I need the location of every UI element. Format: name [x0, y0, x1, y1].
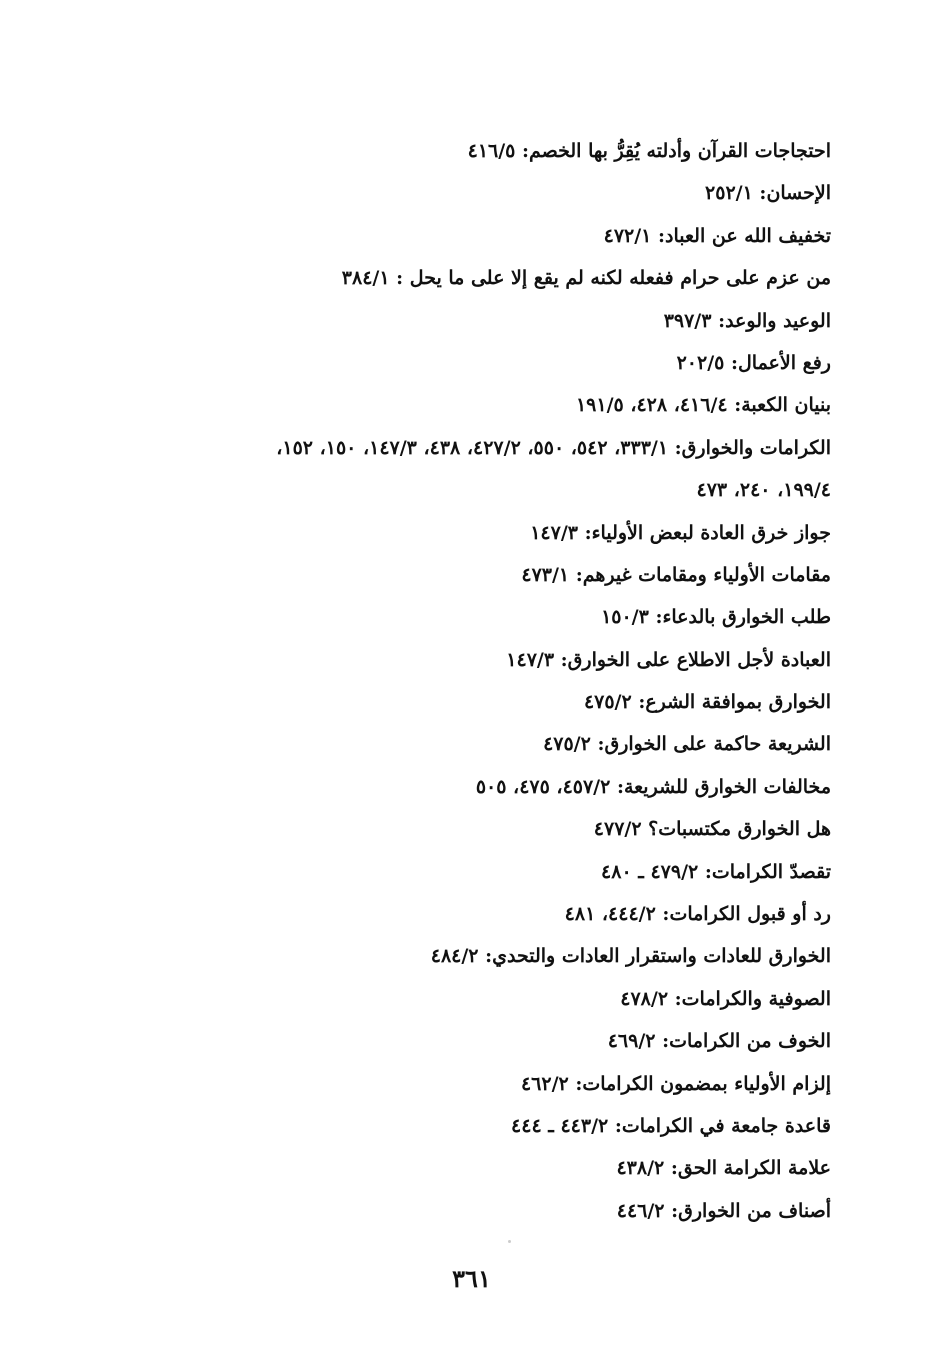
- index-entry: العبادة لأجل الاطلاع على الخوارق: ١٤٧/٣: [506, 648, 831, 671]
- index-entry: الوعيد والوعد: ٣٩٧/٣: [663, 309, 831, 332]
- index-entry: تخفيف الله عن العباد: ٤٧٢/١: [603, 224, 831, 247]
- subject-index-list: [131, 130, 831, 1232]
- index-entry: الخوارق للعادات واستقرار العادات والتحدي: ٤٨٤/٢: [430, 945, 831, 968]
- index-entry: الإحسان: ٢٥٢/١: [705, 182, 831, 205]
- index-entry: الخوارق بموافقة الشرع: ٤٧٥/٢: [583, 691, 831, 714]
- index-entry: مقامات الأولياء ومقامات غيرهم: ٤٧٣/١: [521, 563, 831, 586]
- page-number: ٣٦١: [452, 1264, 491, 1293]
- index-entry: الكرامات والخوارق: ٣٣٣/١، ٥٤٢، ٥٥٠، ٤٢٧/٢، ٤٣٨، ١٤٧/٣، ١٥٠، ١٥٢،: [276, 436, 831, 459]
- index-entry: أصناف من الخوارق: ٤٤٦/٢: [616, 1199, 831, 1222]
- index-entry: مخالفات الخوارق للشريعة: ٤٥٧/٢، ٤٧٥، ٥٠٥: [475, 775, 831, 798]
- index-entry: الصوفية والكرامات: ٤٧٨/٢: [620, 987, 831, 1010]
- index-entry: رفع الأعمال: ٢٠٢/٥: [676, 351, 831, 374]
- index-entry-continuation: ١٩٩/٤، ٢٤٠، ٤٧٣: [696, 479, 831, 502]
- index-entry: بنيان الكعبة: ٤١٦/٤، ٤٢٨، ١٩١/٥: [575, 394, 831, 417]
- index-entry: هل الخوارق مكتسبات؟ ٤٧٧/٢: [593, 818, 831, 841]
- index-entry: طلب الخوارق بالدعاء: ١٥٠/٣: [601, 606, 831, 629]
- index-entry: جواز خرق العادة لبعض الأولياء: ١٤٧/٣: [530, 521, 831, 544]
- index-entry: تقصدّ الكرامات: ٤٧٩/٢ ـ ٤٨٠: [601, 860, 831, 883]
- index-entry: إلزام الأولياء بمضمون الكرامات: ٤٦٢/٢: [520, 1072, 831, 1095]
- index-entry: علامة الكرامة الحق: ٤٣٨/٢: [616, 1157, 831, 1180]
- index-entry: من عزم على حرام ففعله لكنه لم يقع إلا على ما يحل : ٣٨٤/١: [341, 267, 831, 290]
- index-entry: الخوف من الكرامات: ٤٦٩/٢: [607, 1030, 831, 1053]
- index-entry: رد أو قبول الكرامات: ٤٤٤/٢، ٤٨١: [564, 903, 831, 926]
- index-entry: الشريعة حاكمة على الخوارق: ٤٧٥/٢: [543, 733, 831, 756]
- index-entry: احتجاجات القرآن وأدلته يُقِرُّ بها الخصم: ٤١٦/٥: [467, 140, 831, 162]
- index-entry: قاعدة جامعة في الكرامات: ٤٤٣/٢ ـ ٤٤٤: [511, 1114, 831, 1137]
- scan-speck: [508, 1240, 511, 1243]
